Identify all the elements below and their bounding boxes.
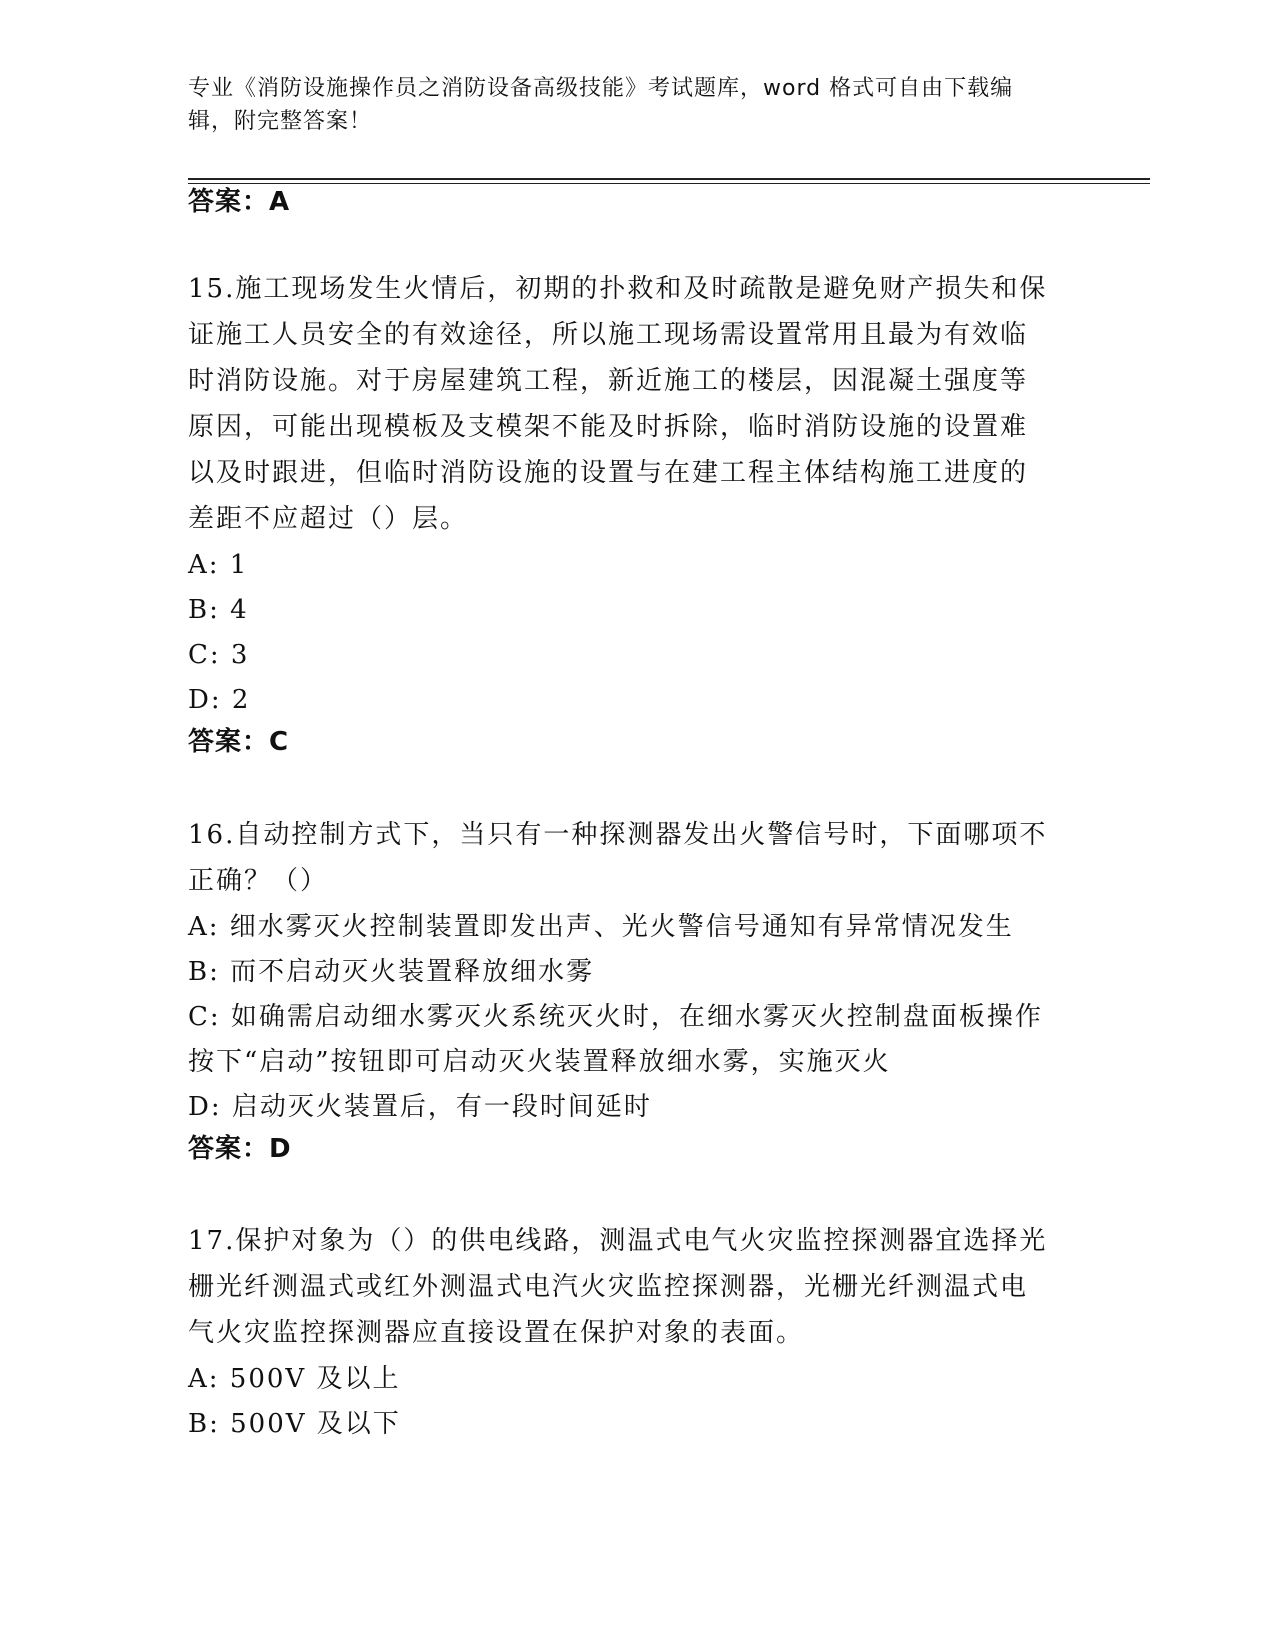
question-15 [188,266,1088,542]
q15-option-c: C: 3 [188,640,250,670]
q15-option-d: D: 2 [188,685,251,715]
q16-option-b: B: 而不启动灭火装置释放细水雾 [188,957,595,987]
q15-option-b: B: 4 [188,595,249,625]
question-line: 15.施工现场发生火情后，初期的扑救和及时疏散是避免财产损失和保 [188,274,1048,304]
question-line: 时消防设施。对于房屋建筑工程，新近施工的楼层，因混凝土强度等 [188,366,1029,396]
question-line: 17.保护对象为（）的供电线路，测温式电气火灾监控探测器宜选择光 [188,1226,1048,1256]
question-line: 以及时跟进，但临时消防设施的设置与在建工程主体结构施工进度的 [188,458,1029,488]
question-line: 原因，可能出现模板及支模架不能及时拆除，临时消防设施的设置难 [188,412,1029,442]
header-line-1: 专业《消防设施操作员之消防设备高级技能》考试题库，word 格式可自由下载编 [188,76,1014,101]
q15-option-a: A: 1 [188,550,249,580]
question-17 [188,1218,1088,1356]
question-line: 16.自动控制方式下，当只有一种探测器发出火警信号时，下面哪项不 [188,820,1048,850]
question-line: 栅光纤测温式或红外测温式电汽火灾监控探测器，光栅光纤测温式电 [188,1272,1029,1302]
header-line-2: 辑，附完整答案！ [188,109,373,134]
answer-14: 答案：A [188,187,291,217]
question-line: 气火灾监控探测器应直接设置在保护对象的表面。 [188,1318,805,1348]
q16-option-c: C: 如确需启动细水雾灭火系统灭火时，在细水雾灭火控制盘面板操作 [188,1002,1043,1032]
answer-16: 答案：D [188,1134,292,1164]
q16-option-d: D: 启动灭火装置后，有一段时间延时 [188,1092,652,1122]
document-header [188,72,1068,138]
header-divider-thick [188,178,1150,180]
q16-option-a: A: 细水雾灭火控制装置即发出声、光火警信号通知有异常情况发生 [188,912,1014,942]
header-divider-thin [188,183,1150,184]
question-line: 证施工人员安全的有效途径，所以施工现场需设置常用且最为有效临 [188,320,1029,350]
q17-option-b: B: 500V 及以下 [188,1409,401,1439]
question-line: 正确？（） [188,866,329,896]
question-16 [188,812,1088,904]
answer-15: 答案：C [188,727,290,757]
question-line: 差距不应超过（）层。 [188,504,469,534]
q17-option-a: A: 500V 及以上 [188,1364,401,1394]
q16-option-c-continued: 按下“启动”按钮即可启动灭火装置释放细水雾，实施灭火 [188,1047,891,1077]
